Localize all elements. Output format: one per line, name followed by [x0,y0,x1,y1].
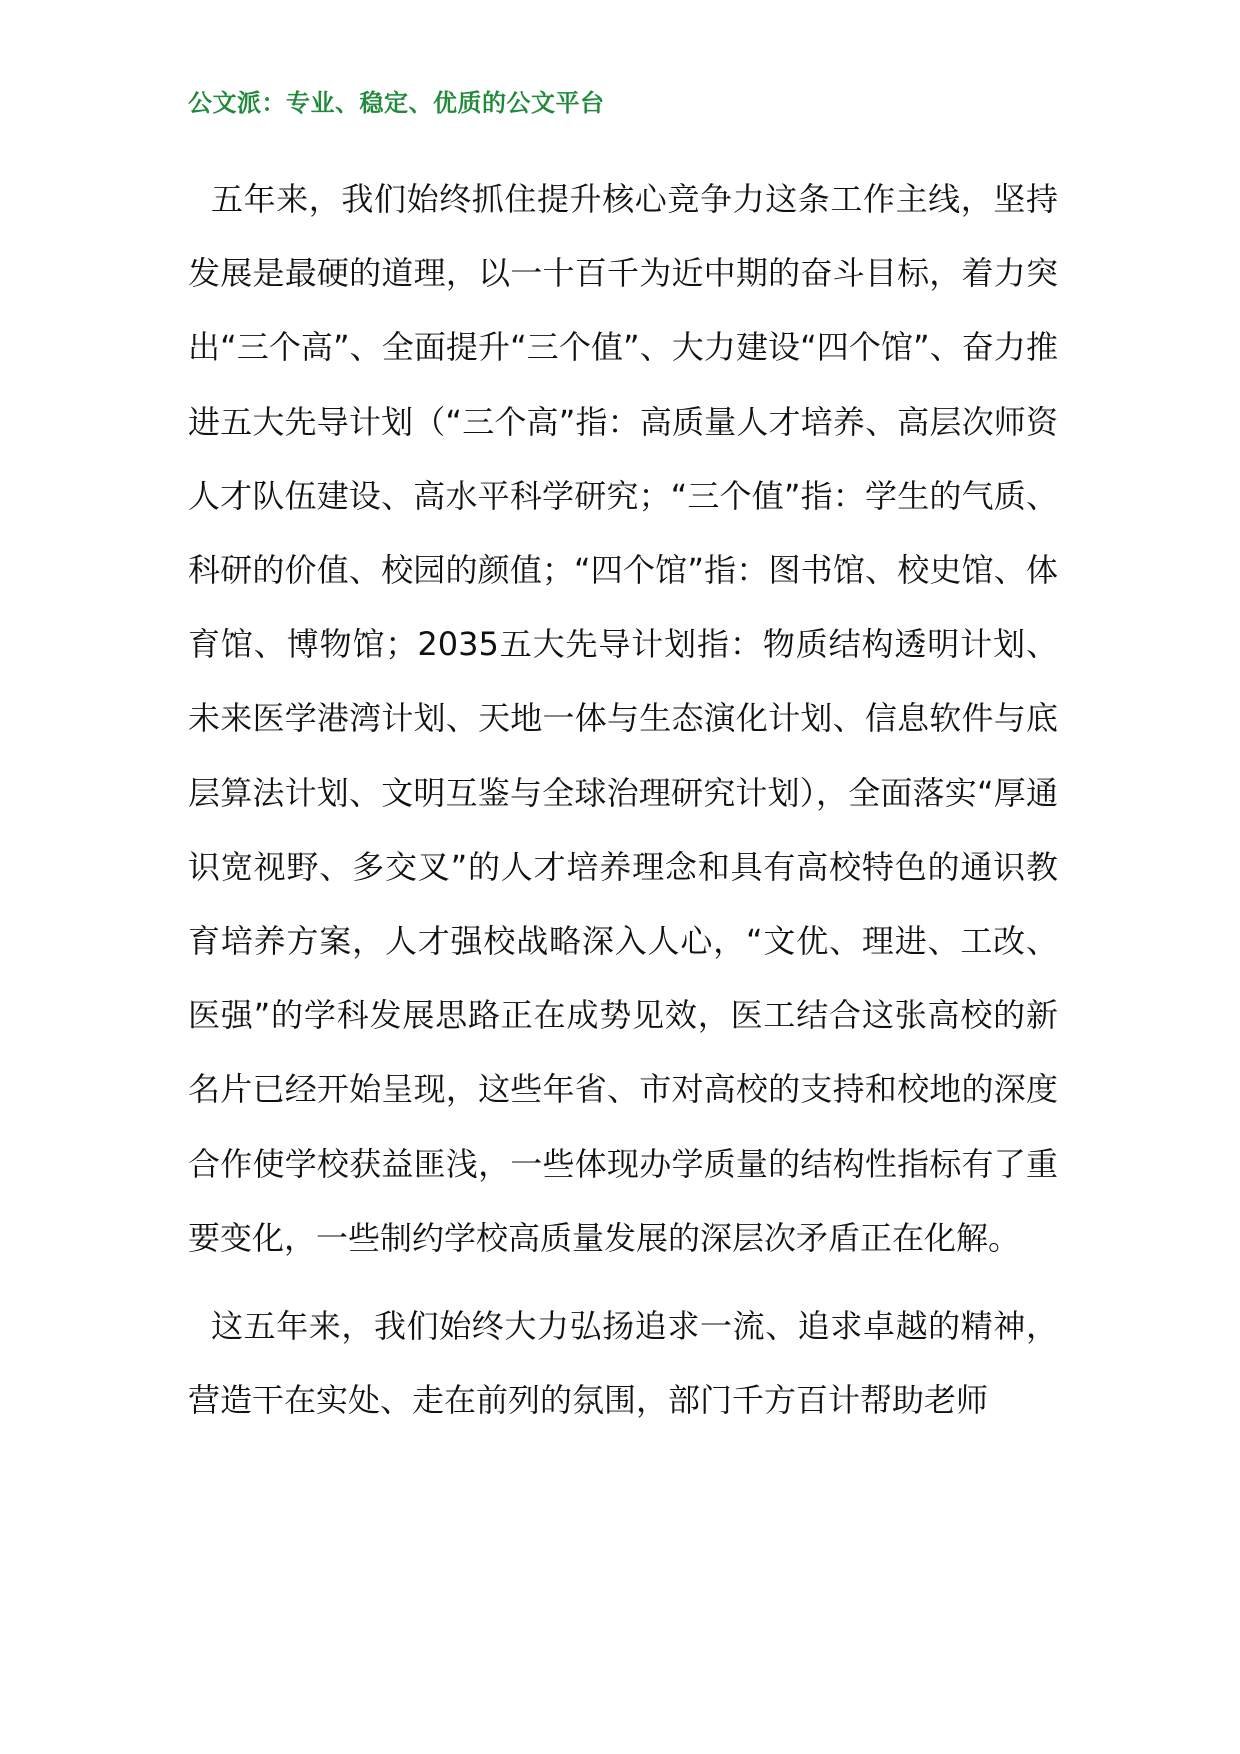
document-body [188,162,1058,1437]
paragraph-2: 这五年来，我们始终大力弘扬追求一流、追求卓越的精神，营造干在实处、走在前列的氛围，部门千方百计帮助老师 [188,1307,1058,1420]
paragraph-1: 五年来，我们始终抓住提升核心竞争力这条工作主线，坚持发展是最硬的道理，以一十百千为近中期的奋斗目标，着力突出“三个高”、全面提升“三个值”、大力建设“四个馆”、奋力推进五大先导计划（“三个高”指：高质量人才培养、高层次师资人才队伍建设、高水平科学研究；“三个值”指：学生的气质、科研的价值、校园的颜值；“四个馆”指：图书馆、校史馆、体育馆、博物馆；2035五大先导计划指：物质结构透明计划、未来医学港湾计划、天地一体与生态演化计划、信息软件与底层算法计划、文明互鉴与全球治理研究计划），全面落实“厚通识宽视野、多交叉”的人才培养理念和具有高校特色的通识教育培养方案，人才强校战略深入人心，“文优、理进、工改、医强”的学科发展思路正在成势见效，医工结合这张高校的新名片已经开始呈现，这些年省、市对高校的支持和校地的深度合作使学校获益匪浅，一些体现办学质量的结构性指标有了重要变化，一些制约学校高质量发展的深层次矛盾正在化解。 [188,180,1058,1257]
platform-header: 公文派：专业、稳定、优质的公文平台 [188,89,605,117]
